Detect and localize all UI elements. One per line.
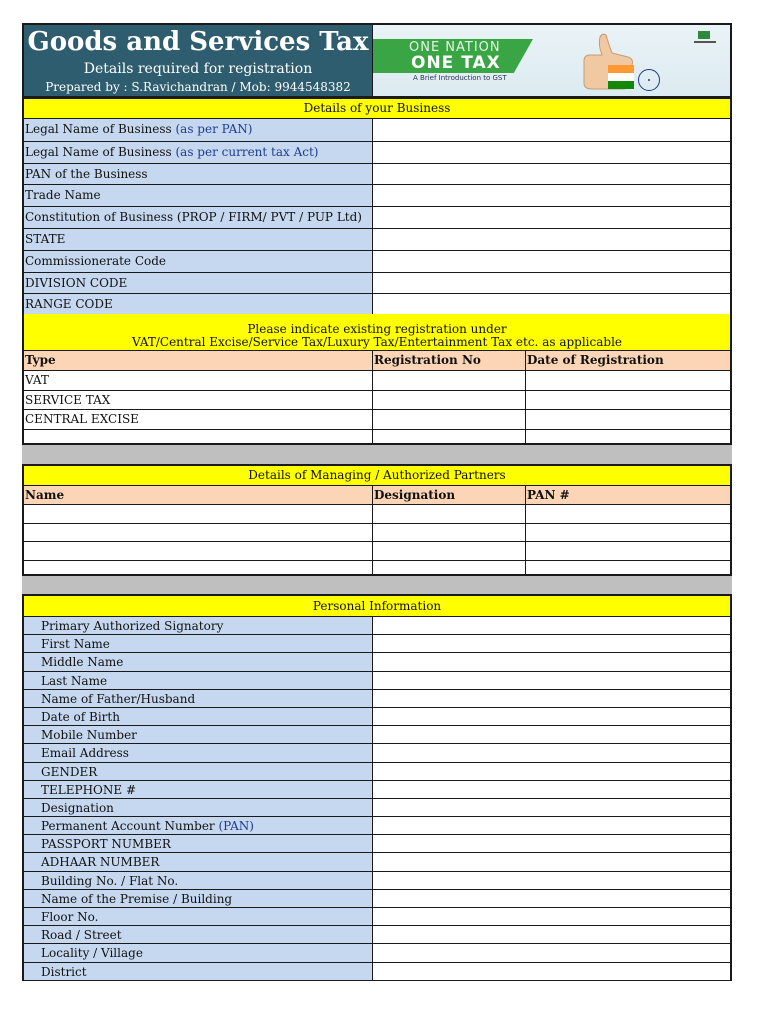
field-label-text: Middle Name	[41, 655, 124, 670]
field-label-text: District	[41, 964, 87, 979]
personal-field-row	[24, 889, 730, 907]
partner-pan-cell[interactable]	[526, 505, 730, 523]
col-name: Name	[24, 486, 373, 504]
partner-pan-cell[interactable]	[526, 524, 730, 542]
personal-field-input[interactable]	[373, 872, 730, 889]
business-field-label	[24, 119, 373, 141]
field-label-text: PASSPORT NUMBER	[41, 837, 171, 852]
business-field-label	[24, 142, 373, 163]
personal-field-row	[24, 616, 730, 634]
business-field-label	[24, 164, 373, 185]
field-label-text: First Name	[41, 637, 110, 652]
partner-rows	[24, 504, 730, 578]
field-label-text: Permanent Account Number	[41, 819, 219, 834]
personal-field-input[interactable]	[373, 817, 730, 834]
personal-field-label	[24, 908, 373, 925]
registration-notice-line1: Please indicate existing registration under	[247, 322, 507, 336]
field-label-text: Floor No.	[41, 910, 99, 924]
personal-field-input[interactable]	[373, 963, 730, 980]
personal-field-input[interactable]	[373, 653, 730, 670]
personal-field-label	[24, 817, 373, 834]
partner-designation-cell[interactable]	[373, 542, 526, 560]
business-field-row	[24, 184, 730, 206]
registration-type-cell: CENTRAL EXCISE	[24, 410, 373, 429]
ashoka-chakra-icon	[638, 69, 660, 91]
business-field-row	[24, 141, 730, 163]
field-label-text: Primary Authorized Signatory	[41, 619, 224, 633]
personal-field-input[interactable]	[373, 635, 730, 652]
business-field-label	[24, 251, 373, 272]
personal-field-row	[24, 780, 730, 798]
personal-field-label	[24, 744, 373, 761]
personal-field-row	[24, 962, 730, 980]
registration-row	[24, 370, 730, 390]
partner-name-cell[interactable]	[24, 505, 373, 523]
partner-row	[24, 504, 730, 523]
personal-field-input[interactable]	[373, 763, 730, 780]
personal-field-input[interactable]	[373, 744, 730, 761]
field-label-note: (as per PAN)	[175, 122, 253, 136]
personal-field-label	[24, 653, 373, 670]
personal-field-row	[24, 907, 730, 925]
section-divider	[22, 576, 732, 594]
partner-row	[24, 541, 730, 560]
banner-line1: ONE NATION	[409, 40, 501, 55]
registration-notice-line2: VAT/Central Excise/Service Tax/Luxury Tax/Entertainment Tax etc. as applicable	[131, 335, 623, 349]
partner-pan-cell[interactable]	[526, 542, 730, 560]
business-field-input[interactable]	[373, 164, 730, 185]
banner-line2: ONE TAX	[411, 53, 501, 73]
col-registration-no: Registration No	[373, 351, 526, 370]
banner-line3: A Brief Introduction to GST	[413, 74, 507, 82]
partners-table-header	[24, 485, 730, 504]
field-label-text: Name of Father/Husband	[41, 691, 196, 706]
personal-field-label	[24, 635, 373, 652]
business-field-input[interactable]	[373, 207, 730, 228]
personal-field-row	[24, 816, 730, 834]
business-field-row	[24, 163, 730, 185]
field-label-text: Constitution of Business (PROP / FIRM/ PVT / PUP Ltd)	[25, 210, 362, 225]
business-field-row	[24, 119, 730, 141]
field-label-text: Locality / Village	[41, 946, 143, 961]
business-field-label	[24, 294, 373, 315]
page-title: Goods and Services Tax	[27, 27, 369, 57]
personal-field-input[interactable]	[373, 781, 730, 798]
field-label-text: DIVISION CODE	[25, 275, 128, 290]
field-label-text: Name of the Premise / Building	[41, 891, 233, 906]
business-field-input[interactable]	[373, 251, 730, 272]
field-label-text: Designation	[41, 800, 114, 815]
registration-rows	[24, 370, 730, 448]
business-field-label	[24, 207, 373, 228]
registration-no-cell[interactable]	[373, 391, 526, 410]
business-field-row	[24, 250, 730, 272]
col-date-of-registration: Date of Registration	[527, 353, 664, 367]
personal-field-label	[24, 963, 373, 980]
field-label-text: PAN of the Business	[25, 166, 148, 181]
field-label-text: Road / Street	[41, 928, 122, 943]
personal-field-row	[24, 743, 730, 761]
personal-field-label	[24, 672, 373, 689]
thumbs-up-icon	[578, 31, 638, 93]
personal-field-row	[24, 762, 730, 780]
business-field-row	[24, 228, 730, 250]
registration-row	[24, 409, 730, 429]
field-label-text: TELEPHONE #	[41, 782, 136, 797]
registration-no-cell[interactable]	[373, 410, 526, 429]
business-field-label	[24, 229, 373, 250]
field-label-text: Trade Name	[25, 188, 101, 203]
personal-field-label	[24, 763, 373, 780]
existing-registrations-section	[22, 314, 732, 445]
partner-name-cell[interactable]	[24, 542, 373, 560]
registration-table-header	[24, 350, 730, 370]
personal-field-row	[24, 943, 730, 961]
partner-row	[24, 523, 730, 542]
registration-date-cell[interactable]	[526, 371, 730, 390]
title-block	[24, 25, 373, 96]
field-label-text: ADHAAR NUMBER	[41, 855, 160, 870]
business-details-section	[22, 97, 732, 315]
personal-field-label	[24, 708, 373, 725]
field-label-text: Building No. / Flat No.	[41, 873, 179, 888]
personal-field-row	[24, 634, 730, 652]
registration-notice	[24, 314, 730, 350]
business-fields	[24, 119, 730, 315]
col-pan: PAN #	[527, 488, 570, 502]
personal-field-label	[24, 872, 373, 889]
personal-field-row	[24, 707, 730, 725]
field-label-text: Legal Name of Business	[25, 122, 176, 136]
field-label-text: RANGE CODE	[25, 297, 113, 312]
personal-field-input[interactable]	[373, 944, 730, 961]
personal-field-label	[24, 835, 373, 852]
business-field-row	[24, 293, 730, 315]
field-label-text: Commissionerate Code	[25, 253, 167, 268]
publisher-logo-underline	[694, 41, 716, 43]
personal-field-label	[24, 781, 373, 798]
field-label-text: Legal Name of Business	[25, 144, 176, 159]
business-field-input[interactable]	[373, 273, 730, 294]
form-header	[22, 23, 732, 98]
partners-section-title: Details of Managing / Authorized Partners	[24, 466, 730, 485]
personal-field-row	[24, 925, 730, 943]
partner-designation-cell[interactable]	[373, 505, 526, 523]
personal-field-input[interactable]	[373, 835, 730, 852]
personal-field-label	[24, 926, 373, 943]
partners-section	[22, 464, 732, 576]
personal-field-input[interactable]	[373, 853, 730, 870]
business-field-label	[24, 273, 373, 294]
personal-field-row	[24, 871, 730, 889]
field-label-text: Email Address	[41, 746, 129, 761]
personal-field-input[interactable]	[373, 672, 730, 689]
personal-field-row	[24, 652, 730, 670]
personal-field-input[interactable]	[373, 890, 730, 907]
partner-designation-cell[interactable]	[373, 524, 526, 542]
personal-field-label	[24, 726, 373, 743]
personal-field-input[interactable]	[373, 690, 730, 707]
personal-field-input[interactable]	[373, 726, 730, 743]
section-divider	[22, 445, 732, 464]
personal-field-row	[24, 671, 730, 689]
business-section-title: Details of your Business	[24, 99, 730, 119]
publisher-logo-icon	[698, 31, 710, 39]
business-field-label	[24, 185, 373, 206]
registration-date-cell[interactable]	[526, 410, 730, 429]
personal-field-row	[24, 798, 730, 816]
field-label-text: STATE	[25, 231, 66, 246]
field-label-note: (as per current tax Act)	[175, 144, 319, 159]
gst-banner-image	[373, 25, 730, 96]
personal-field-input[interactable]	[373, 799, 730, 816]
prepared-by: Prepared by : S.Ravichandran / Mob: 9944548382	[45, 80, 351, 94]
personal-field-input[interactable]	[373, 908, 730, 925]
personal-fields	[24, 616, 730, 980]
partner-name-cell[interactable]	[24, 524, 373, 542]
personal-field-row	[24, 725, 730, 743]
personal-field-row	[24, 834, 730, 852]
business-field-input[interactable]	[373, 294, 730, 315]
registration-no-cell[interactable]	[373, 371, 526, 390]
business-field-input[interactable]	[373, 119, 730, 141]
personal-field-row	[24, 689, 730, 707]
registration-type-cell: VAT	[24, 371, 373, 390]
registration-type-cell: SERVICE TAX	[24, 391, 373, 410]
personal-field-label	[24, 944, 373, 961]
personal-field-label	[24, 890, 373, 907]
col-type: Type	[24, 351, 373, 370]
personal-field-label	[24, 853, 373, 870]
business-field-input[interactable]	[373, 185, 730, 206]
business-field-input[interactable]	[373, 142, 730, 163]
personal-field-input[interactable]	[373, 617, 730, 634]
field-label-text: Date of Birth	[41, 709, 120, 724]
personal-section-title: Personal Information	[24, 596, 730, 616]
business-field-input[interactable]	[373, 229, 730, 250]
personal-field-input[interactable]	[373, 708, 730, 725]
personal-information-section	[22, 594, 732, 981]
field-label-text: Mobile Number	[41, 728, 137, 743]
page-subtitle: Details required for registration	[83, 61, 313, 77]
field-label-text: GENDER	[41, 764, 98, 779]
business-field-row	[24, 272, 730, 294]
field-label-text: Last Name	[41, 673, 108, 688]
col-designation: Designation	[373, 486, 526, 504]
personal-field-label	[24, 690, 373, 707]
registration-date-cell[interactable]	[526, 391, 730, 410]
personal-field-label	[24, 799, 373, 816]
personal-field-row	[24, 852, 730, 870]
personal-field-label	[24, 617, 373, 634]
personal-field-input[interactable]	[373, 926, 730, 943]
registration-row	[24, 390, 730, 410]
field-label-note: (PAN)	[218, 819, 254, 834]
business-field-row	[24, 206, 730, 228]
